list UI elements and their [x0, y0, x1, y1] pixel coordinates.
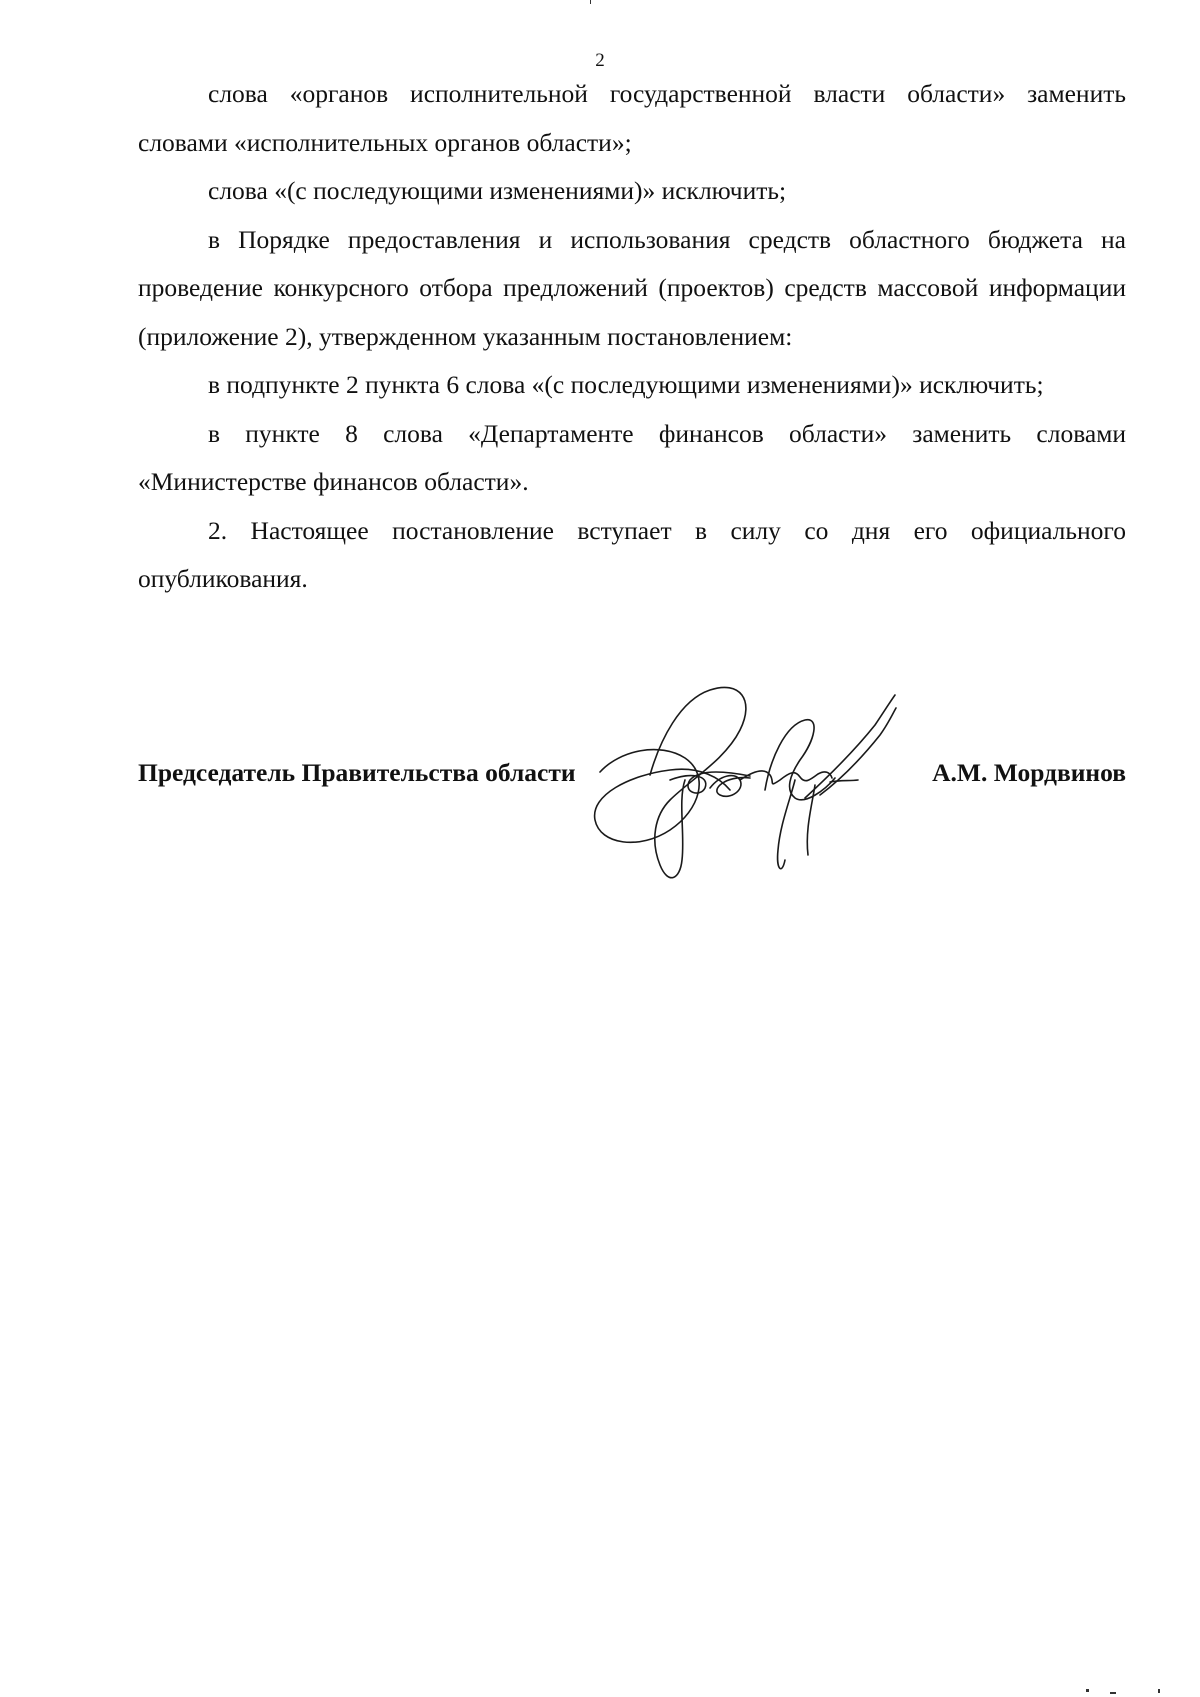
- paragraph-5: в пункте 8 слова «Департаменте финансов области» заменить словами «Министерстве финансов области».: [138, 418, 1126, 496]
- page-number: 2: [595, 50, 605, 71]
- scan-artifact: [590, 0, 591, 4]
- paragraph-6: 2. Настоящее постановление вступает в силу со дня его официального опубликования.: [138, 515, 1126, 593]
- document-body: [138, 70, 1126, 604]
- paragraph-2: слова «(с последующими изменениями)» исключить;: [208, 176, 787, 205]
- scan-artifact: [1110, 1692, 1116, 1694]
- signatory-name: А.М. Мордвинов: [932, 758, 1126, 787]
- paragraph-4: в подпункте 2 пункта 6 слова «(с последующими изменениями)» исключить;: [208, 370, 1044, 399]
- handwritten-signature: [590, 680, 950, 890]
- scan-artifact: [1158, 1689, 1160, 1693]
- signatory-title: Председатель Правительства области: [138, 758, 576, 787]
- paragraph-3: в Порядке предоставления и использования средств областного бюджета на проведение конкурсного отбора предложений (проектов) средств массовой информации (приложение 2), утвержденном указанным постановлением:: [138, 224, 1126, 351]
- scan-artifact: [1086, 1689, 1089, 1692]
- paragraph-1: слова «органов исполнительной государственной власти области» заменить словами «исполнительных органов области»;: [138, 79, 1126, 157]
